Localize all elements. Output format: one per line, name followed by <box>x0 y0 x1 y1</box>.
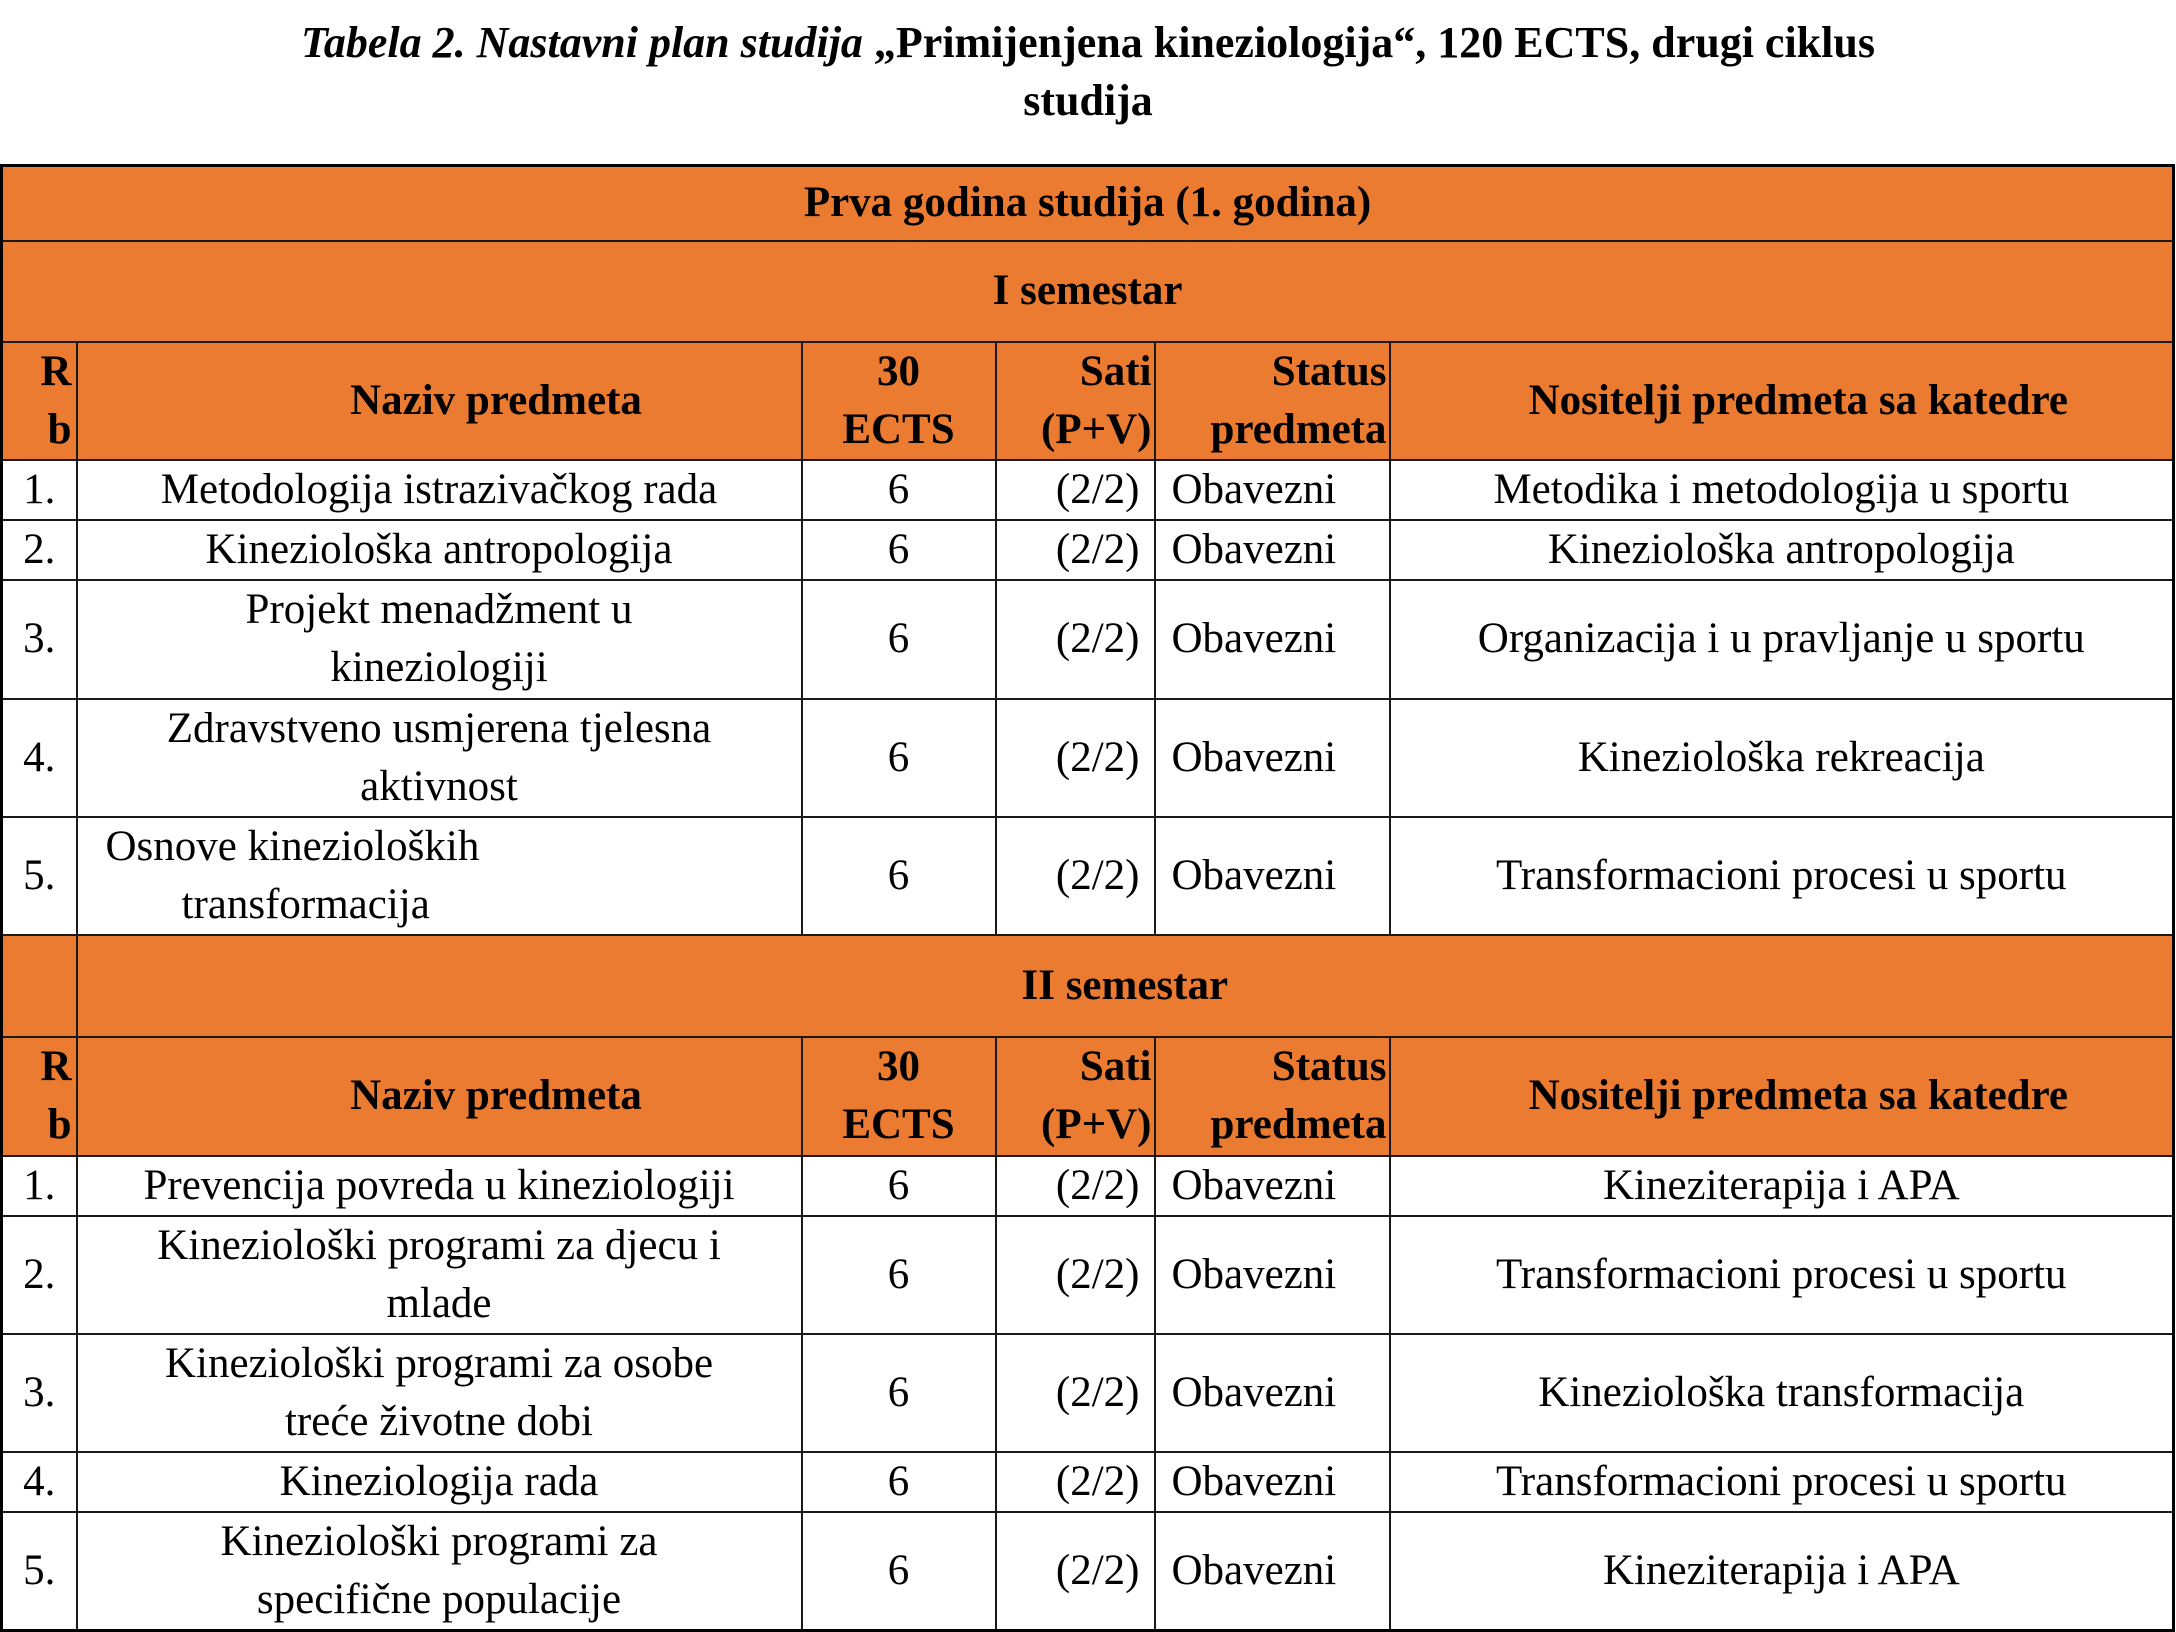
naziv-line: Osnove kinezioloških <box>105 822 480 870</box>
table-row <box>2 520 2174 580</box>
header-sati <box>996 1037 1155 1156</box>
table-caption <box>0 14 2176 72</box>
naziv-line: Kineziološki programi za <box>220 1517 658 1565</box>
nositelj-cell: Organizacija i u pravljanje u sportu <box>1390 580 2174 699</box>
sati-cell: (2/2) <box>996 460 1155 520</box>
rb-cell: 5. <box>2 817 77 935</box>
header-naziv: Naziv predmeta <box>77 342 802 460</box>
nositelj-cell: Transformacioni procesi u sportu <box>1390 1452 2174 1512</box>
sati-cell: (2/2) <box>996 1216 1155 1334</box>
table-row <box>2 1216 2174 1334</box>
header-ects-text: ECTS <box>842 1101 955 1148</box>
naziv-line: treće životne dobi <box>284 1397 594 1445</box>
header-sati-text: (P+V) <box>1041 405 1152 453</box>
status-cell: Obavezni <box>1155 1512 1390 1631</box>
ects-cell: 6 <box>802 1216 996 1334</box>
empty-cell <box>2 935 77 1037</box>
naziv-line: Prevencija povreda u kineziologiji <box>143 1161 735 1209</box>
naziv-line: Metodologija istrazivačkog rada <box>160 465 718 513</box>
nositelj-cell: Transformacioni procesi u sportu <box>1390 817 2174 935</box>
nositelj-cell: Kineziterapija i APA <box>1390 1512 2174 1631</box>
semester-row <box>2 935 2174 1037</box>
sati-cell: (2/2) <box>996 1452 1155 1512</box>
header-status <box>1155 342 1390 460</box>
rb-cell: 5. <box>2 1512 77 1631</box>
caption-prefix: Tabela 2. Nastavni plan studija <box>301 18 863 67</box>
sati-cell: (2/2) <box>996 1156 1155 1216</box>
sati-cell: (2/2) <box>996 817 1155 935</box>
nositelj-cell: Transformacioni procesi u sportu <box>1390 1216 2174 1334</box>
header-status-text: Status <box>1271 347 1387 395</box>
nositelj-cell: Kineziološka transformacija <box>1390 1334 2174 1452</box>
status-cell: Obavezni <box>1155 520 1390 580</box>
rb-cell: 4. <box>2 1452 77 1512</box>
rb-cell: 4. <box>2 699 77 817</box>
ects-cell: 6 <box>802 1452 996 1512</box>
status-cell: Obavezni <box>1155 699 1390 817</box>
header-sati-text: Sati <box>1079 1043 1152 1090</box>
naziv-line: aktivnost <box>360 762 518 810</box>
table-row <box>2 817 2174 935</box>
naziv-cell <box>77 520 802 580</box>
naziv-cell <box>77 1156 802 1216</box>
status-cell: Obavezni <box>1155 1216 1390 1334</box>
header-rb-text: R <box>40 1043 72 1090</box>
naziv-line: Kineziološki programi za djecu i <box>157 1221 721 1269</box>
header-sati <box>996 342 1155 460</box>
year-row <box>2 166 2174 241</box>
rb-cell: 3. <box>2 1334 77 1452</box>
ects-cell: 6 <box>802 699 996 817</box>
header-nositelji: Nositelji predmeta sa katedre <box>1390 342 2174 460</box>
status-cell: Obavezni <box>1155 580 1390 699</box>
naziv-line: kineziologiji <box>330 644 548 691</box>
rb-cell: 2. <box>2 520 77 580</box>
rb-cell: 2. <box>2 1216 77 1334</box>
column-header-row <box>2 342 2174 460</box>
status-cell: Obavezni <box>1155 1452 1390 1512</box>
semester-label: I semestar <box>2 241 2174 342</box>
naziv-cell <box>77 1452 802 1512</box>
naziv-cell <box>77 1334 802 1452</box>
sati-cell: (2/2) <box>996 1334 1155 1452</box>
naziv-line: Projekt menadžment u <box>245 586 633 633</box>
header-rb-text: R <box>40 347 72 395</box>
ects-cell: 6 <box>802 520 996 580</box>
rb-cell: 1. <box>2 460 77 520</box>
naziv-cell <box>77 1216 802 1334</box>
naziv-line: Kineziološka antropologija <box>205 525 673 573</box>
sati-cell: (2/2) <box>996 1512 1155 1631</box>
semester-row <box>2 241 2174 342</box>
sati-cell: (2/2) <box>996 699 1155 817</box>
header-ects-text: ECTS <box>842 405 955 453</box>
table-row <box>2 1334 2174 1452</box>
header-ects-text: 30 <box>877 1043 920 1090</box>
ects-cell: 6 <box>802 1156 996 1216</box>
header-status-text: Status <box>1271 1043 1387 1090</box>
naziv-line: transformacija <box>181 880 430 928</box>
sati-cell: (2/2) <box>996 520 1155 580</box>
header-ects <box>802 342 996 460</box>
nositelj-cell: Metodika i metodologija u sportu <box>1390 460 2174 520</box>
status-cell: Obavezni <box>1155 460 1390 520</box>
status-cell: Obavezni <box>1155 817 1390 935</box>
nositelj-cell: Kineziološka rekreacija <box>1390 699 2174 817</box>
table-row <box>2 699 2174 817</box>
naziv-cell <box>77 580 802 699</box>
header-nositelji: Nositelji predmeta sa katedre <box>1390 1037 2174 1156</box>
ects-cell: 6 <box>802 1512 996 1631</box>
status-cell: Obavezni <box>1155 1334 1390 1452</box>
curriculum-table <box>0 164 2175 1632</box>
header-ects <box>802 1037 996 1156</box>
naziv-line: specifične populacije <box>256 1575 622 1623</box>
table-row <box>2 1452 2174 1512</box>
naziv-cell <box>77 1512 802 1631</box>
naziv-line: Zdravstveno usmjerena tjelesna <box>166 704 712 752</box>
status-cell: Obavezni <box>1155 1156 1390 1216</box>
ects-cell: 6 <box>802 1334 996 1452</box>
table-caption-line2: studija <box>1023 76 1153 125</box>
table-row <box>2 1156 2174 1216</box>
naziv-cell <box>77 699 802 817</box>
header-naziv: Naziv predmeta <box>77 1037 802 1156</box>
header-sati-text: Sati <box>1079 347 1152 395</box>
ects-cell: 6 <box>802 580 996 699</box>
header-status <box>1155 1037 1390 1156</box>
naziv-line: Kineziološki programi za osobe <box>164 1339 714 1387</box>
header-rb <box>2 1037 77 1156</box>
rb-cell: 1. <box>2 1156 77 1216</box>
table-row <box>2 580 2174 699</box>
header-rb-text: b <box>47 405 72 453</box>
nositelj-cell: Kineziterapija i APA <box>1390 1156 2174 1216</box>
header-sati-text: (P+V) <box>1041 1101 1152 1148</box>
ects-cell: 6 <box>802 817 996 935</box>
header-ects-text: 30 <box>877 347 920 395</box>
naziv-line: Kineziologija rada <box>279 1457 599 1505</box>
naziv-cell <box>77 460 802 520</box>
table-row <box>2 1512 2174 1631</box>
column-header-row <box>2 1037 2174 1156</box>
caption-title: „Primijenjena kineziologija“, 120 ECTS, drugi ciklus <box>862 18 1875 67</box>
naziv-cell <box>77 817 802 935</box>
semester-label: II semestar <box>77 935 2174 1037</box>
header-status-text: predmeta <box>1210 405 1387 453</box>
header-rb-text: b <box>47 1101 72 1148</box>
naziv-line: mlade <box>386 1279 492 1327</box>
header-rb <box>2 342 77 460</box>
year-label: Prva godina studija (1. godina) <box>2 166 2174 241</box>
rb-cell: 3. <box>2 580 77 699</box>
nositelj-cell: Kineziološka antropologija <box>1390 520 2174 580</box>
table-row <box>2 460 2174 520</box>
ects-cell: 6 <box>802 460 996 520</box>
header-status-text: predmeta <box>1210 1101 1387 1148</box>
sati-cell: (2/2) <box>996 580 1155 699</box>
